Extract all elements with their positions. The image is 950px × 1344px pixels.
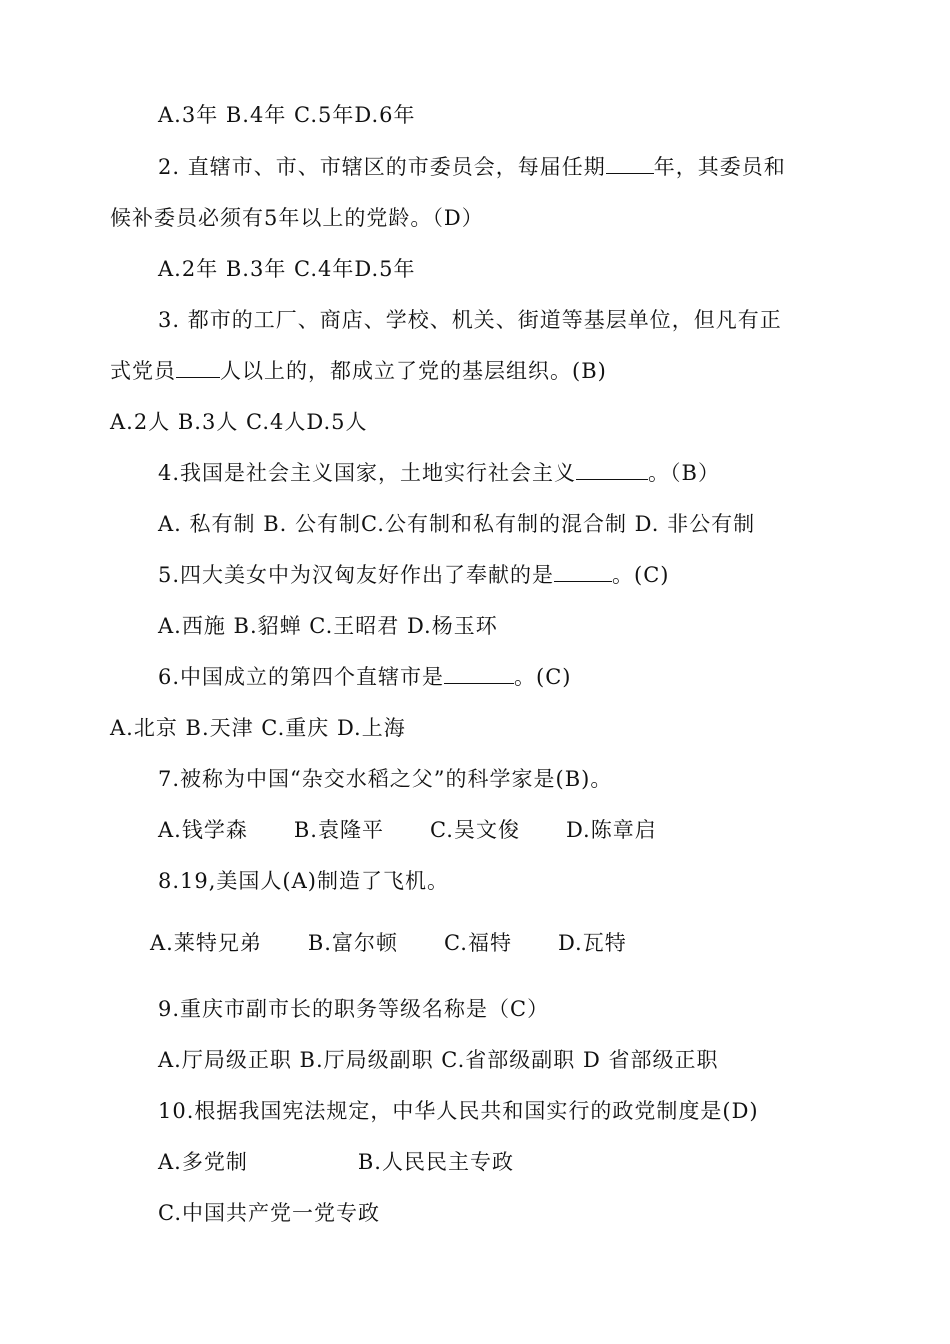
- q3-stem-part1: 式党员: [110, 359, 176, 383]
- q8-option-d: D.瓦特: [557, 931, 627, 955]
- q3-stem: 3. 都市的工厂、商店、学校、机关、街道等基层单位，但凡有正: [158, 308, 782, 332]
- q9-options: A.厅局级正职 B.厅局级副职 C.省部级副职 D 省部级正职: [158, 1048, 719, 1072]
- q4-blank: [576, 459, 648, 480]
- q3-stem-part2: 人以上的，都成立了党的基层组织。(B): [220, 359, 607, 383]
- q1-options: A.3年 B.4年 C.5年D.6年: [158, 103, 416, 127]
- q10-option-a: A.多党制: [158, 1150, 248, 1174]
- q6-blank: [444, 663, 514, 684]
- q7-stem: 7.被称为中国“杂交水稻之父”的科学家是(B)。: [158, 767, 613, 791]
- q6-stem-part1: 6.中国成立的第四个直辖市是: [158, 665, 445, 689]
- q2-options: A.2年 B.3年 C.4年D.5年: [158, 257, 416, 281]
- q3-blank: [176, 357, 220, 378]
- q2-stem-cont: 候补委员必须有5年以上的党龄。（D）: [110, 206, 484, 230]
- q4-stem-part1: 4.我国是社会主义国家，土地实行社会主义: [158, 461, 577, 485]
- q2-stem-part1: 2. 直辖市、市、市辖区的市委员会，每届任期: [158, 155, 606, 179]
- q5-blank: [554, 561, 612, 582]
- q3-stem-cont: [110, 356, 607, 386]
- q4-stem-part2: 。（B）: [648, 461, 720, 485]
- q4-stem: [158, 458, 720, 488]
- q7-option-a: A.钱学森: [158, 818, 248, 842]
- q7-option-d: D.陈章启: [565, 818, 657, 842]
- q6-options: A.北京 B.天津 C.重庆 D.上海: [110, 716, 406, 740]
- q5-stem-part1: 5.四大美女中为汉匈友好作出了奉献的是: [158, 563, 555, 587]
- q9-stem: 9.重庆市副市长的职务等级名称是（C）: [158, 997, 550, 1021]
- q6-stem: [158, 662, 572, 692]
- q10-options-row1: [158, 1147, 514, 1177]
- q8-options: [150, 928, 627, 958]
- q3-options: A.2人 B.3人 C.4人D.5人: [110, 410, 368, 434]
- q2-stem-part2: 年，其委员和: [653, 155, 786, 179]
- q5-stem: [158, 560, 670, 590]
- q6-stem-part2: 。(C): [514, 665, 572, 689]
- q10-option-b: B.人民民主专政: [357, 1150, 514, 1174]
- q4-options: A. 私有制 B. 公有制C.公有制和私有制的混合制 D. 非公有制: [158, 512, 756, 536]
- q2-stem: [158, 152, 786, 182]
- q5-stem-part2: 。(C): [612, 563, 670, 587]
- q8-option-b: B.富尔顿: [307, 931, 398, 955]
- q10-stem: 10.根据我国宪法规定，中华人民共和国实行的政党制度是(D): [158, 1099, 759, 1123]
- q8-option-c: C.福特: [443, 931, 512, 955]
- q7-options: [158, 815, 657, 845]
- q8-stem: 8.19,美国人(A)制造了飞机。: [158, 869, 449, 893]
- q5-options: A.西施 B.貂蝉 C.王昭君 D.杨玉环: [158, 614, 498, 638]
- q7-option-b: B.袁隆平: [293, 818, 384, 842]
- q2-blank: [606, 153, 654, 174]
- q7-option-c: C.吴文俊: [429, 818, 520, 842]
- q8-option-a: A.莱特兄弟: [150, 931, 262, 955]
- q10-option-c: C.中国共产党一党专政: [158, 1201, 380, 1225]
